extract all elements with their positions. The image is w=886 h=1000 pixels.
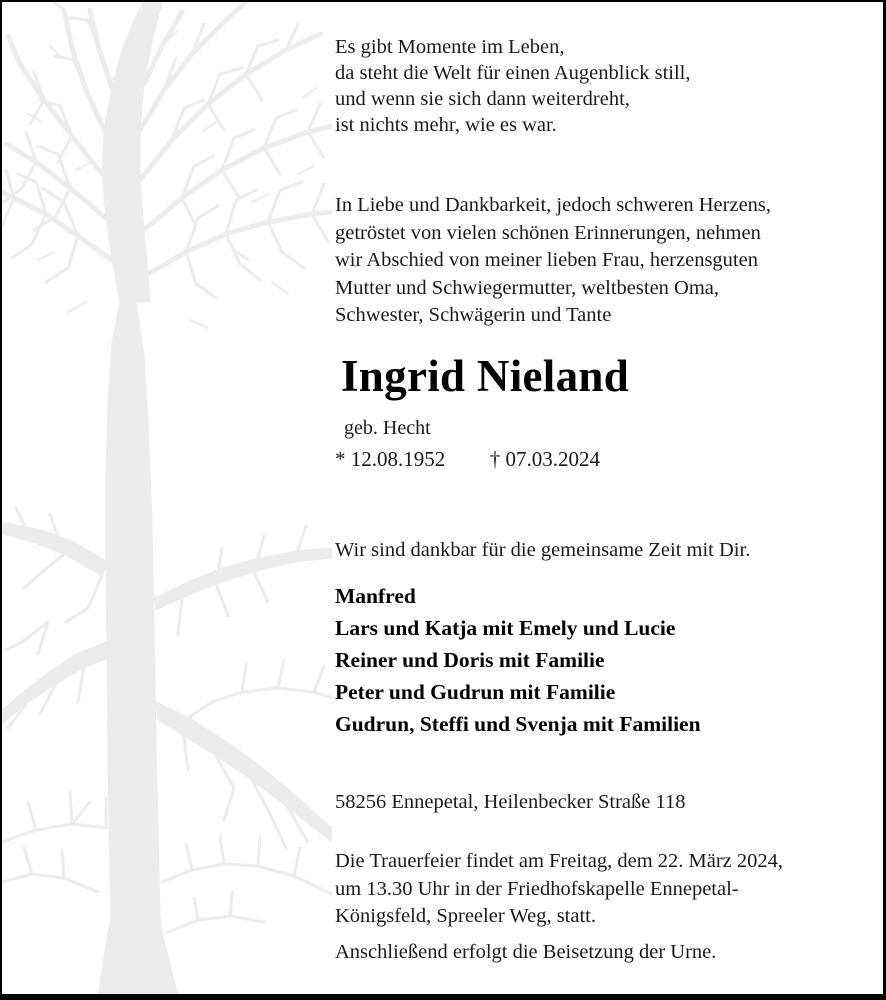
survivor-line: Peter und Gudrun mit Familie bbox=[335, 680, 616, 704]
survivor-line: Gudrun, Steffi und Svenja mit Familien bbox=[335, 712, 701, 736]
intro-line: getröstet von vielen schönen Erinnerungen, nehmen bbox=[335, 221, 761, 244]
notice-content bbox=[335, 2, 883, 996]
ceremony-block bbox=[335, 848, 783, 931]
birth-date: 12.08.1952 bbox=[350, 447, 446, 471]
poem-block bbox=[335, 34, 691, 138]
cross-symbol-icon: † bbox=[489, 447, 501, 471]
intro-line: Mutter und Schwiegermutter, weltbesten Oma, bbox=[335, 276, 720, 299]
survivor-line: Manfred bbox=[335, 584, 416, 608]
ceremony-line: Die Trauerfeier findet am Freitag, dem 22. März 2024, bbox=[335, 850, 784, 872]
poem-line: da steht die Welt für einen Augenblick still, bbox=[335, 62, 691, 84]
poem-line: ist nichts mehr, wie es war. bbox=[335, 114, 557, 136]
deceased-name: Ingrid Nieland bbox=[341, 351, 630, 401]
tree-silhouette-watermark bbox=[2, 2, 332, 996]
survivors-block bbox=[335, 580, 701, 740]
thanks-line: Wir sind dankbar für die gemeinsame Zeit mit Dir. bbox=[335, 539, 751, 561]
address-line: 58256 Ennepetal, Heilenbecker Straße 118 bbox=[335, 791, 686, 813]
ceremony-line: um 13.30 Uhr in der Friedhofskapelle Ennepetal- bbox=[335, 877, 739, 900]
closing-line: Anschließend erfolgt die Beisetzung der Urne. bbox=[335, 941, 717, 963]
intro-line: In Liebe und Dankbarkeit, jedoch schweren Herzens, bbox=[335, 194, 772, 216]
intro-block bbox=[335, 192, 771, 330]
poem-line: und wenn sie sich dann weiterdreht, bbox=[335, 88, 630, 110]
life-dates bbox=[335, 446, 600, 472]
poem-line: Es gibt Momente im Leben, bbox=[335, 36, 565, 58]
survivor-line: Reiner und Doris mit Familie bbox=[335, 648, 605, 672]
maiden-name: geb. Hecht bbox=[344, 417, 431, 439]
birth-symbol-icon: * bbox=[335, 447, 346, 471]
intro-line: Schwester, Schwägerin und Tante bbox=[335, 304, 612, 326]
intro-line: wir Abschied von meiner lieben Frau, herzensguten bbox=[335, 249, 758, 271]
ceremony-line: Königsfeld, Spreeler Weg, statt. bbox=[335, 905, 596, 927]
survivor-line: Lars und Katja mit Emely und Lucie bbox=[335, 616, 676, 640]
death-date: 07.03.2024 bbox=[505, 447, 600, 471]
